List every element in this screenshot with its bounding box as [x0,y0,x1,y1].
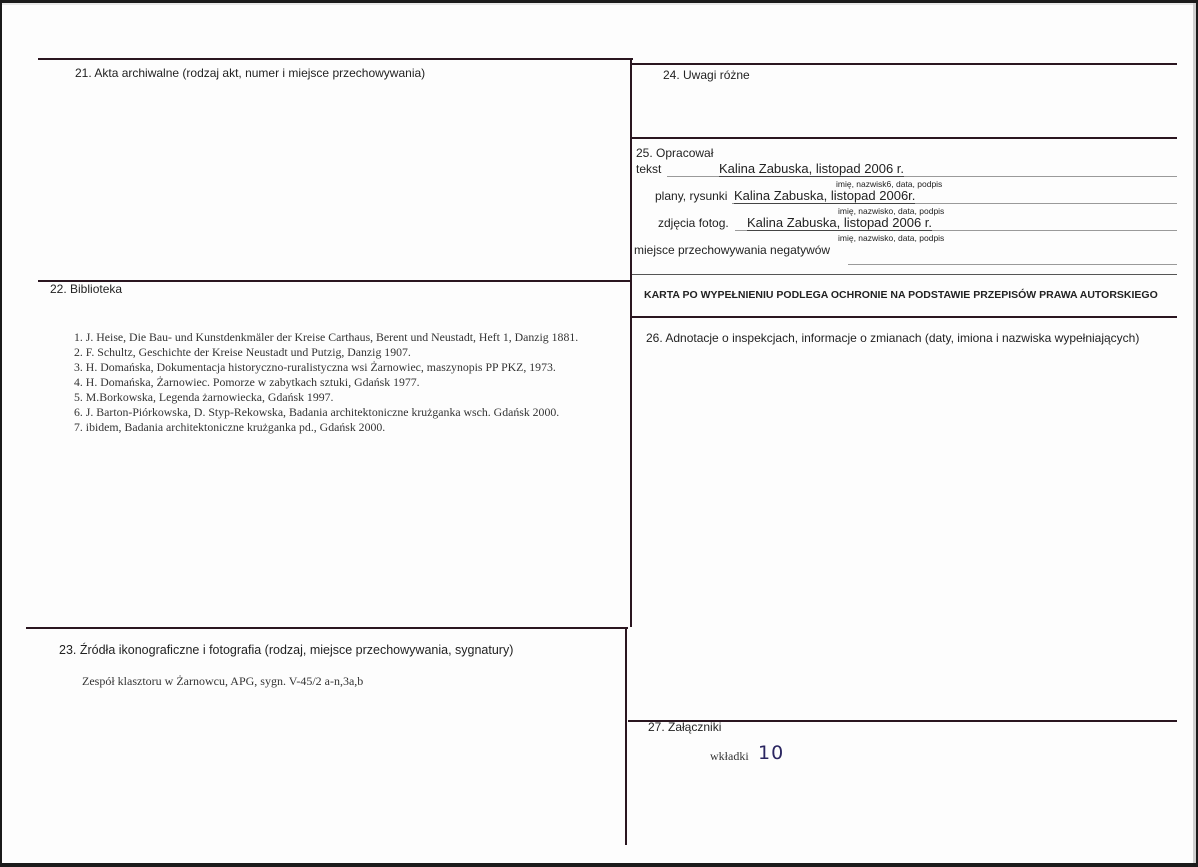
bibliography-item: 5. M.Borkowska, Legenda żarnowiecka, Gdańsk 1997. [74,390,334,404]
section-26-label: 26. Adnotacje o inspekcjach, informacje o zmianach (daty, imiona i nazwiska wypełniających) [646,331,1140,345]
rule-21-22 [38,280,630,282]
divider-upper [630,59,632,627]
bibliography-list [74,330,578,435]
plany-label: plany, rysunki [655,189,728,203]
section-21-label: 21. Akta archiwalne (rodzaj akt, numer i miejsce przechowywania) [75,66,426,80]
rule-25-notice [631,274,1177,275]
rule-top-right [631,63,1177,65]
zdjecia-value: Kalina Zabuska, listopad 2006 r. [747,215,933,230]
section-23-value: Zespół klasztoru w Żarnowcu, APG, sygn. V-45/2 a-n,3a,b [82,674,364,688]
bibliography-item: 7. ibidem, Badania architektoniczne krużganka pd., Gdańsk 2000. [74,420,386,434]
top-edge [2,3,1193,5]
bibliography-item: 6. J. Barton-Piórkowska, D. Styp-Rekowska, Badania architektoniczne krużganka wsch. Gdańsk 2000. [74,405,560,419]
tekst-value: Kalina Zabuska, listopad 2006 r. [719,161,905,176]
bibliography-item: 1. J. Heise, Die Bau- und Kunstdenkmäler der Kreise Carthaus, Berent und Neustadt, Heft 1, Danzig 1881. [74,330,579,344]
tekst-hint: imię, nazwisk6, data, podpis [836,179,943,189]
section-25-label: 25. Opracował [636,146,714,160]
wkladki-value: 10 [758,742,785,764]
divider-lower [625,627,627,845]
tekst-label: tekst [636,162,662,176]
section-27-label: 27. Załączniki [648,720,722,734]
wkladki-label: wkładki [710,749,749,763]
plany-value: Kalina Zabuska, listopad 2006r. [734,188,916,203]
bibliography-item: 4. H. Domańska, Żarnowiec. Pomorze w zabytkach sztuki, Gdańsk 1977. [74,375,420,389]
rule-notice-26 [631,316,1177,318]
negatywy-label: miejsce przechowywania negatywów [634,243,831,257]
form-page [2,3,1196,863]
zdjecia-label: zdjęcia fotog. [658,216,729,230]
copyright-notice-box [644,286,1177,306]
section-23-label: 23. Źródła ikonograficzne i fotografia (rodzaj, miejsce przechowywania, sygnatury) [59,643,514,657]
section-24-label: 24. Uwagi różne [663,68,750,82]
bibliography-item: 2. F. Schultz, Geschichte der Kreise Neustadt und Putzig, Danzig 1907. [74,345,411,359]
copyright-notice: KARTA PO WYPEŁNIENIU PODLEGA OCHRONIE NA PODSTAWIE PRZEPISÓW PRAWA AUTORSKIEGO [644,289,1158,301]
zdjecia-hint: imię, nazwisko, data, podpis [838,233,945,243]
rule-22-23 [26,627,628,629]
bibliography-item: 3. H. Domańska, Dokumentacja historyczno-ruralistyczna wsi Żarnowiec, maszynopis PP PKZ, 1973. [74,360,556,374]
section-22-label: 22. Biblioteka [50,282,123,296]
plany-hint: imię, nazwisko, data, podpis [838,206,945,216]
rule-top-left [38,58,633,60]
negatywy-line [848,264,1177,265]
rule-24-25 [631,137,1177,139]
